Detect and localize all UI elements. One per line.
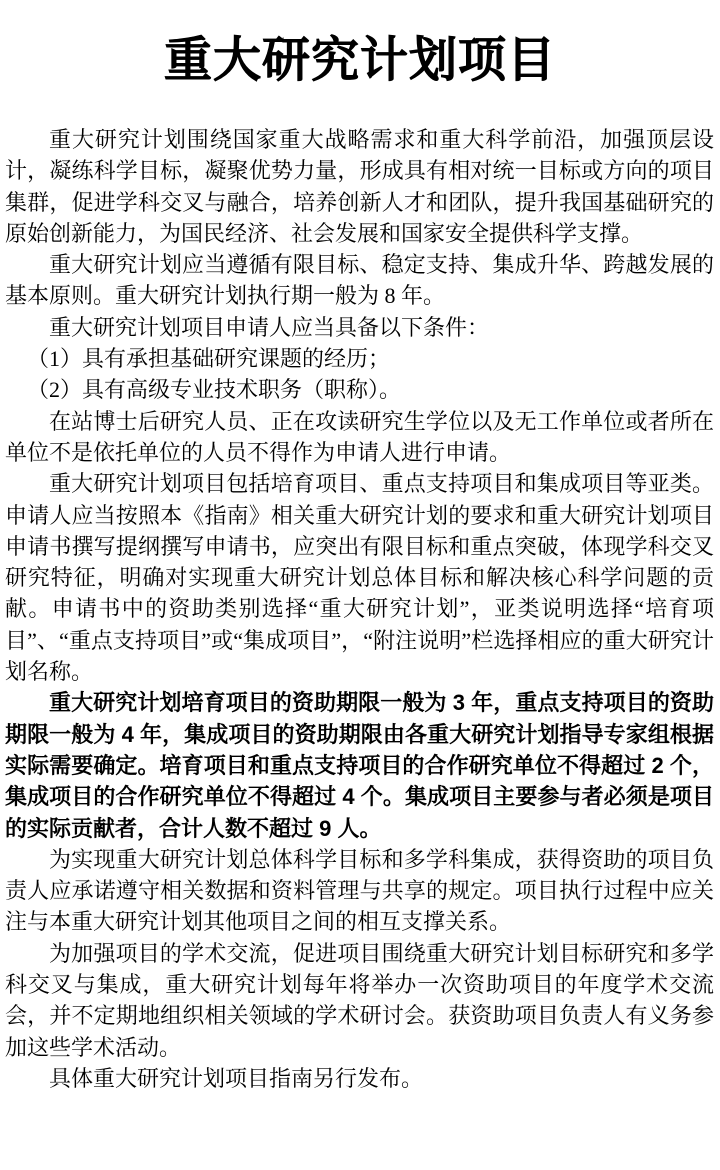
- paragraph-guide-release: 具体重大研究计划项目指南另行发布。: [49, 1065, 424, 1091]
- list-item-condition-2: （2）具有高级专业技术职务（职称）。: [27, 377, 402, 403]
- paragraph-data-sharing: 为实现重大研究计划总体科学目标和多学科集成，获得资助的项目负责人应承诺遵守相关数据和资料管理与共享的规定。项目执行过程中应关注与本重大研究计划其他项目之间的相互支撑关系。: [5, 846, 714, 935]
- document-body: [0, 124, 720, 1094]
- list-item-condition-1: （1）具有承担基础研究课题的经历；: [27, 346, 391, 372]
- paragraph-academic-exchange: 为加强项目的学术交流，促进项目围绕重大研究计划目标研究和多学科交叉与集成，重大研究计划每年将举办一次资助项目的年度学术交流会，并不定期地组织相关领域的学术研讨会。获资助项目负责人有义务参加这些学术活动。: [5, 940, 714, 1060]
- document-title: 重大研究计划项目: [163, 34, 556, 87]
- paragraph-overview: 重大研究计划围绕国家重大战略需求和重大科学前沿，加强顶层设计，凝练科学目标，凝聚优势力量，形成具有相对统一目标或方向的项目集群，促进学科交叉与融合，培养创新人才和团队，提升我国基础研究的原始创新能力，为国民经济、社会发展和国家安全提供科学支撑。: [5, 127, 714, 246]
- paragraph-funding-period-emphasis: 重大研究计划培育项目的资助期限一般为 3 年，重点支持项目的资助期限一般为 4 年，集成项目的资助期限由各重大研究计划指导专家组根据实际需要确定。培育项目和重点支持项目的合作研究单位不得超过 2 个，集成项目的合作研究单位不得超过 4 个。集成项目主要参与者必须是项目的实际贡献者，合计人数不超过 9 人。: [5, 690, 714, 841]
- paragraph-subtypes-and-application: 重大研究计划项目包括培育项目、重点支持项目和集成项目等亚类。申请人应当按照本《指南》相关重大研究计划的要求和重大研究计划项目申请书撰写提纲撰写申请书，应突出有限目标和重点突破，体现学科交叉研究特征，明确对实现重大研究计划总体目标和解决核心科学问题的贡献。申请书中的资助类别选择“重大研究计划”，亚类说明选择“培育项目”、“重点支持项目”或“集成项目”，“附注说明”栏选择相应的重大研究计划名称。: [5, 471, 714, 685]
- paragraph-principles: 重大研究计划应当遵循有限目标、稳定支持、集成升华、跨越发展的基本原则。重大研究计划执行期一般为 8 年。: [5, 252, 714, 309]
- paragraph-eligibility-exclusions: 在站博士后研究人员、正在攻读研究生学位以及无工作单位或者所在单位不是依托单位的人员不得作为申请人进行申请。: [5, 408, 714, 465]
- paragraph-applicant-conditions-intro: 重大研究计划项目申请人应当具备以下条件：: [49, 314, 490, 340]
